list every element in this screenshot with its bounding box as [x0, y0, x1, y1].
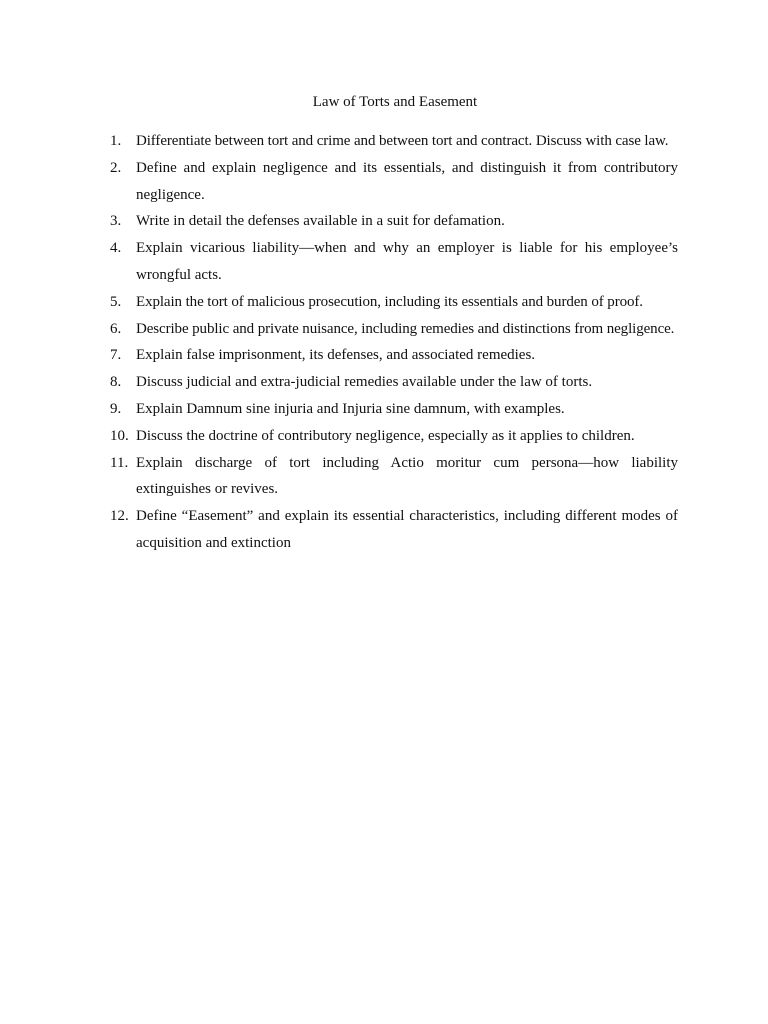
- question-text: Define and explain negligence and its essentials, and distinguish it from contributory negligence.: [136, 159, 678, 203]
- question-number: 2.: [110, 159, 122, 176]
- question-text: Explain the tort of malicious prosecution, including its essentials and burden of proof.: [136, 293, 643, 310]
- question-number: 6.: [110, 320, 122, 337]
- question-list: [110, 128, 678, 557]
- question-item-5: [110, 289, 678, 316]
- question-item-2: [110, 155, 678, 209]
- question-item-10: [110, 423, 678, 450]
- question-item-12: [110, 503, 678, 557]
- question-item-6: [110, 316, 678, 343]
- question-item-1: [110, 128, 678, 155]
- question-item-7: [110, 342, 678, 369]
- question-number: 3.: [110, 213, 122, 230]
- question-text: Discuss judicial and extra-judicial remedies available under the law of torts.: [136, 374, 593, 391]
- question-text: Explain discharge of tort including Actio moritur cum persona—how liability extinguishes or revives.: [136, 454, 678, 498]
- question-text: Explain vicarious liability—when and why an employer is liable for his employee’s wrongful acts.: [136, 240, 678, 283]
- question-text: Write in detail the defenses available in a suit for defamation.: [136, 213, 505, 230]
- question-text: Describe public and private nuisance, including remedies and distinctions from negligence.: [136, 320, 675, 337]
- question-number: 11.: [110, 454, 129, 471]
- document-title: Law of Torts and Easement: [312, 94, 478, 110]
- question-item-8: [110, 369, 678, 396]
- question-item-3: [110, 208, 678, 235]
- question-item-9: [110, 396, 678, 423]
- question-text: Differentiate between tort and crime and between tort and contract. Discuss with case law.: [136, 133, 669, 149]
- question-number: 8.: [110, 374, 122, 391]
- question-number: 7.: [110, 347, 122, 364]
- question-number: 5.: [110, 293, 122, 310]
- question-text: Define “Easement” and explain its essential characteristics, including different modes of acquisition and extinction: [136, 508, 678, 551]
- question-number: 4.: [110, 240, 122, 257]
- question-number: 12.: [110, 508, 129, 525]
- question-text: Discuss the doctrine of contributory negligence, especially as it applies to children.: [136, 427, 635, 444]
- question-item-4: [110, 235, 678, 289]
- question-number: 9.: [110, 400, 122, 417]
- question-number: 1.: [110, 133, 122, 149]
- question-text: Explain Damnum sine injuria and Injuria sine damnum, with examples.: [136, 400, 565, 417]
- question-text: Explain false imprisonment, its defenses, and associated remedies.: [136, 347, 536, 364]
- question-number: 10.: [110, 427, 129, 444]
- question-item-11: [110, 450, 678, 504]
